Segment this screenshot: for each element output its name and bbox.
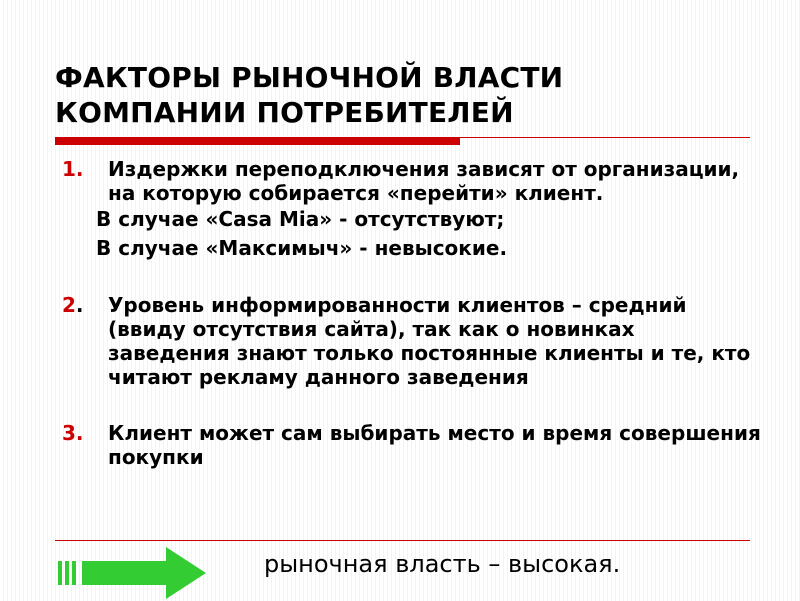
bottom-divider bbox=[55, 540, 750, 541]
list-item-2 bbox=[62, 293, 762, 389]
slide-title-line-1: ФАКТОРЫ РЫНОЧНОЙ ВЛАСТИ bbox=[55, 61, 564, 94]
list-item-3 bbox=[62, 421, 762, 469]
sub-point-maksimych: В случае «Максимыч» - невысокие. bbox=[96, 236, 508, 260]
list-number-3: 3. bbox=[62, 421, 84, 445]
slide-title bbox=[55, 60, 755, 130]
list-number-2 bbox=[62, 293, 108, 317]
list-number-2-dot: . bbox=[75, 293, 84, 317]
conclusion-text: рыночная власть – высокая. bbox=[264, 550, 621, 578]
list-text-2: Уровень информированности клиентов – средний (ввиду отсутствия сайта), так как о новинках заведения знают только постоянные клиенты и те, кто читают рекламу данного заведения bbox=[108, 293, 751, 389]
list-text-3: Клиент может сам выбирать место и время совершения покупки bbox=[108, 421, 761, 469]
sub-point-casa-mia: В случае «Casa Mia» - отсутствуют; bbox=[96, 207, 505, 231]
list-number-1: 1. bbox=[62, 157, 84, 181]
title-underline-thick bbox=[55, 138, 460, 145]
list-item-1 bbox=[62, 157, 762, 205]
slide-title-line-2: КОМПАНИИ ПОТРЕБИТЕЛЕЙ bbox=[55, 96, 514, 129]
slide-body bbox=[62, 157, 762, 469]
list-number-2-digit: 2 bbox=[62, 293, 76, 317]
list-text-1: Издержки переподключения зависят от организации, на которую собирается «перейти» клиент. bbox=[108, 157, 740, 205]
striped-right-arrow-icon bbox=[58, 545, 208, 601]
